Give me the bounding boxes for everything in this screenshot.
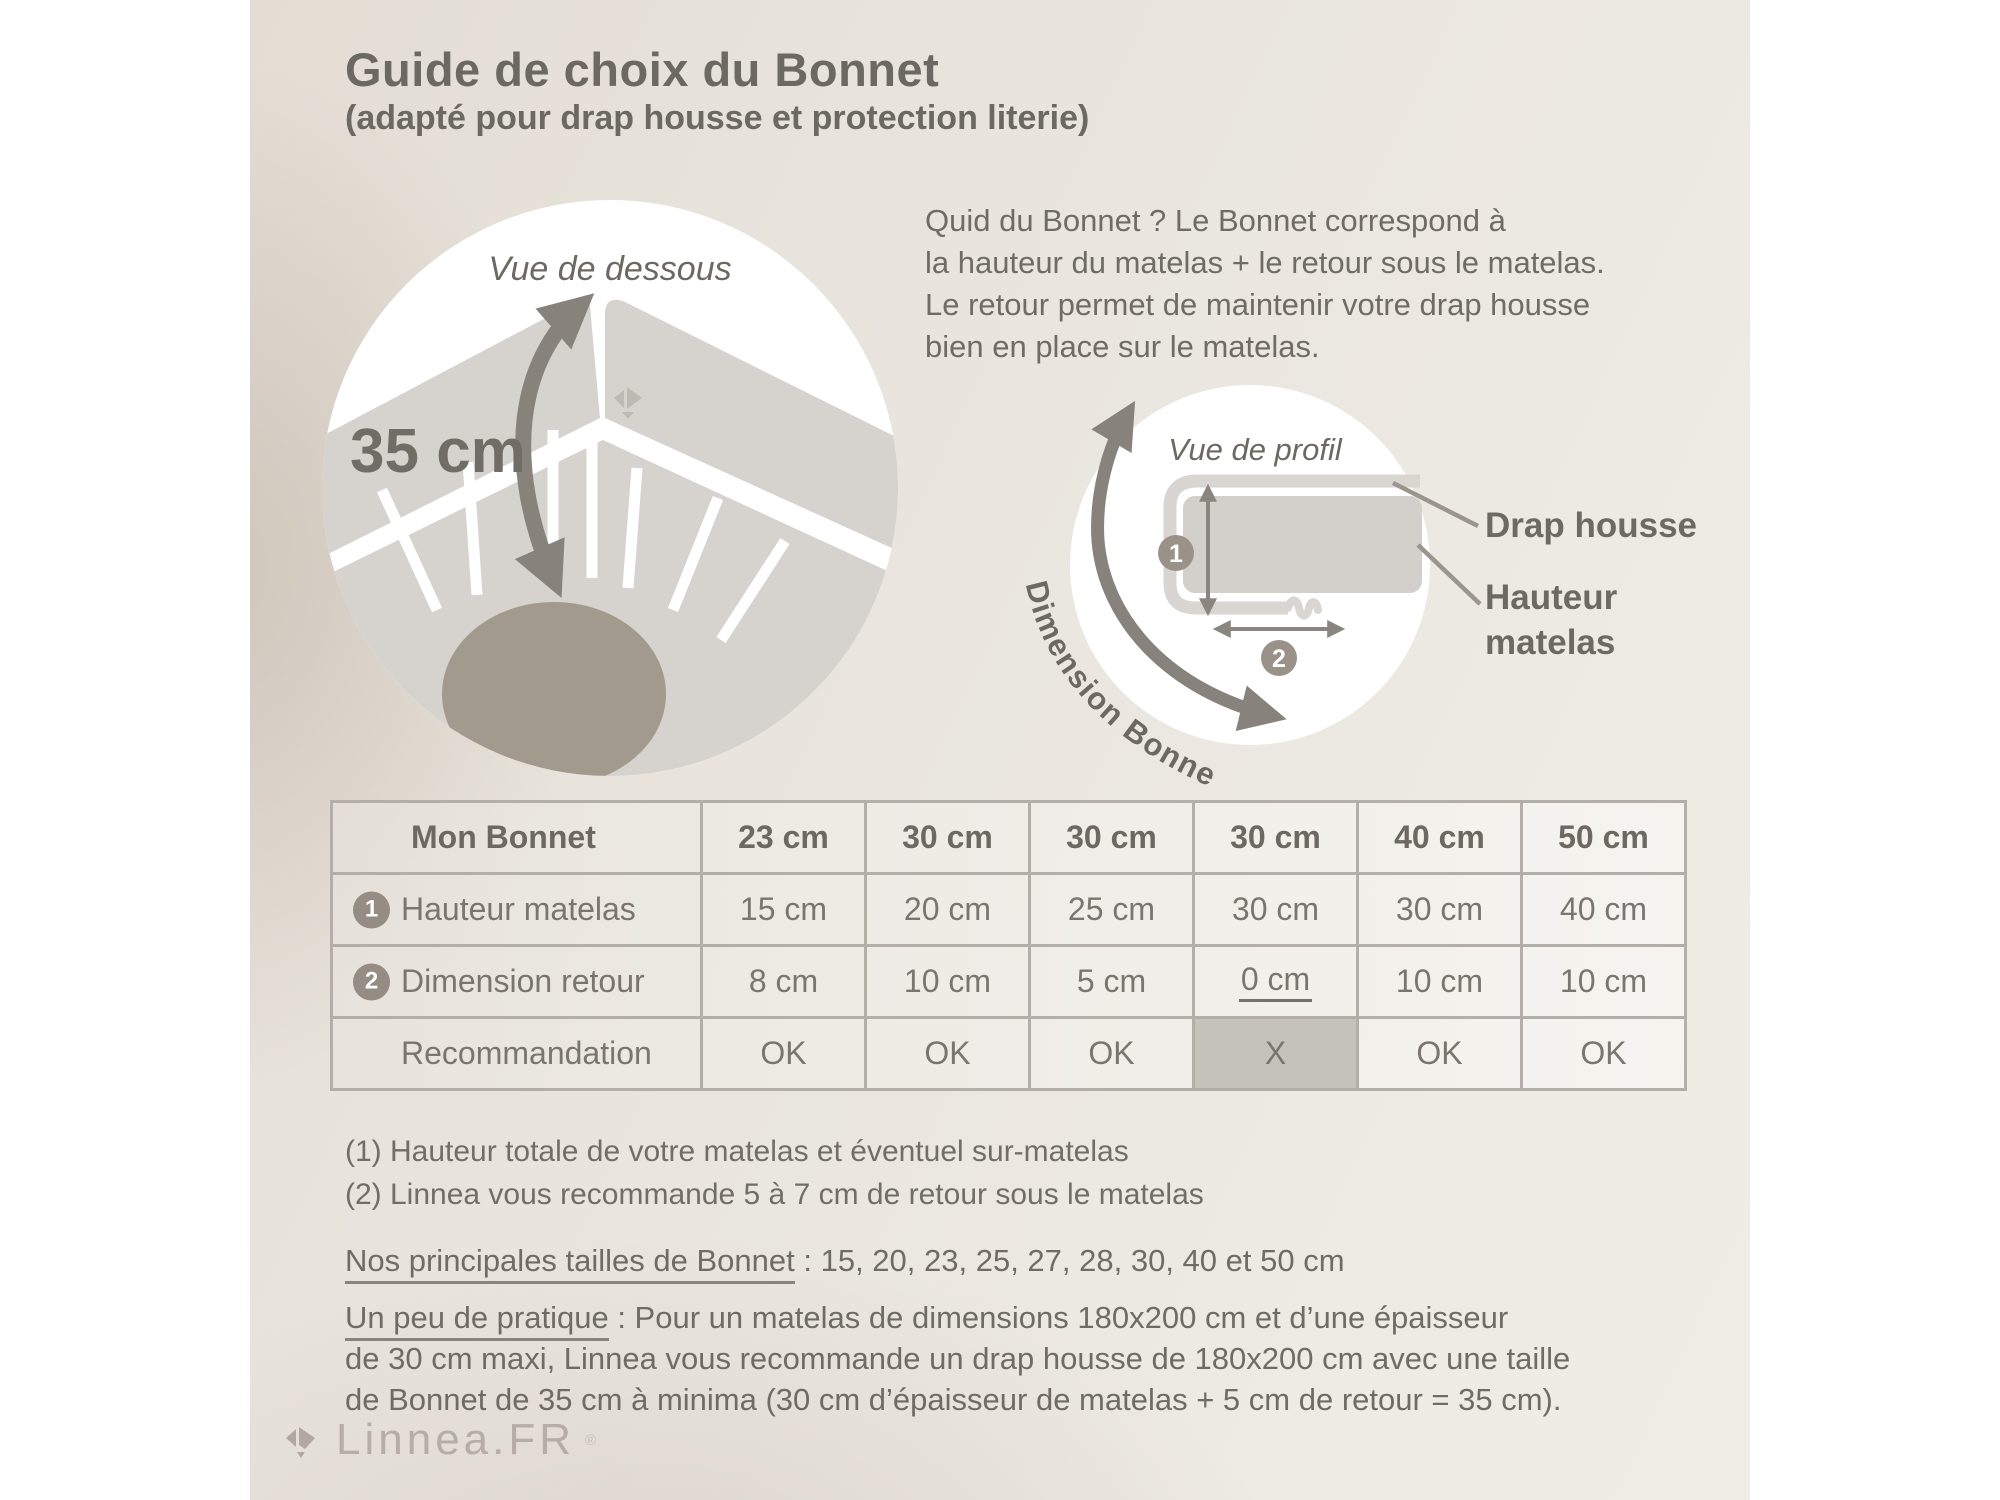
height-badge: [1158, 535, 1194, 571]
table-header-cell: 50 cm: [1523, 803, 1687, 875]
profile-view-caption: Vue de profil: [1168, 432, 1342, 467]
table-cell: 10 cm: [1523, 947, 1687, 1019]
sheet-label: Drap housse: [1485, 506, 1697, 545]
row-badge-1: 1: [353, 891, 390, 928]
intro-line: Quid du Bonnet ? Le Bonnet correspond à: [925, 203, 1506, 238]
table-cell: 8 cm: [703, 947, 867, 1019]
table-header-label: Mon Bonnet: [333, 803, 703, 875]
intro-paragraph: [925, 200, 1605, 368]
table-cell: 40 cm: [1523, 875, 1687, 947]
footnote-2: (2) Linnea vous recommande 5 à 7 cm de retour sous le matelas: [345, 1178, 1204, 1211]
svg-text:1: 1: [1169, 540, 1183, 568]
intro-line: bien en place sur le matelas.: [925, 329, 1320, 364]
bottom-view-caption: Vue de dessous: [488, 250, 732, 288]
sizes-line: Nos principales tailles de Bonnet : 15, 20, 23, 25, 27, 28, 30, 40 et 50 cm: [345, 1243, 1345, 1279]
intro-line: Le retour permet de maintenir votre drap housse: [925, 287, 1591, 322]
brand-logo: [278, 1415, 600, 1465]
mattress-profile: [1183, 496, 1422, 593]
footnotes: [345, 1130, 1204, 1216]
table-cell: 10 cm: [1359, 947, 1523, 1019]
mattress-height-label: Hauteur matelas: [1485, 578, 1618, 662]
table-header-cell: 30 cm: [1195, 803, 1359, 875]
table-cell: OK: [1031, 1019, 1195, 1091]
row-badge-2: 2: [353, 963, 390, 1000]
table-cell: 20 cm: [867, 875, 1031, 947]
registered-mark: ®: [585, 1431, 601, 1449]
table-header-cell: 30 cm: [1031, 803, 1195, 875]
bottom-view-diagram: [322, 200, 898, 776]
dimension-arc-label: Dimension Bonnet: [1018, 357, 1223, 794]
table-cell: 30 cm: [1359, 875, 1523, 947]
page-title: Guide de choix du Bonnet: [345, 43, 940, 96]
table-cell: 15 cm: [703, 875, 867, 947]
table-header-cell: 30 cm: [867, 803, 1031, 875]
table-cell: OK: [1523, 1019, 1687, 1091]
table-cell: OK: [867, 1019, 1031, 1091]
table-cell-rejected: X: [1195, 1019, 1359, 1091]
table-row-label: 2 Dimension retour: [333, 947, 703, 1019]
table-cell: [1195, 947, 1359, 1019]
svg-text:2: 2: [1272, 645, 1286, 673]
page-subtitle: (adapté pour drap housse et protection literie): [345, 99, 1090, 137]
return-badge: [1261, 640, 1297, 676]
practice-paragraph: Un peu de pratique : Pour un matelas de dimensions 180x200 cm et d’une épaisseur de 30 cm maxi, Linnea vous recommande un drap housse de 180x200 cm avec une taille de Bonnet de 35 cm à minima (30 cm d’épaisseur de matelas + 5 cm de retour = 35 cm).: [345, 1300, 1571, 1417]
table-cell: 10 cm: [867, 947, 1031, 1019]
footnote-1: (1) Hauteur totale de votre matelas et éventuel sur-matelas: [345, 1135, 1129, 1168]
content-panel: [250, 0, 1750, 1500]
table-cell: 25 cm: [1031, 875, 1195, 947]
table-cell: OK: [1359, 1019, 1523, 1091]
table-row-label: Recommandation: [333, 1019, 703, 1091]
table-cell: 5 cm: [1031, 947, 1195, 1019]
practice-label: Un peu de pratique: [345, 1300, 609, 1341]
bonnet-measurement: 35 cm: [350, 417, 526, 486]
mattress-bottom-ellipse: [442, 602, 666, 786]
sizes-label: Nos principales tailles de Bonnet: [345, 1243, 795, 1284]
table-cell: OK: [703, 1019, 867, 1091]
table-cell: 30 cm: [1195, 875, 1359, 947]
intro-line: la hauteur du matelas + le retour sous le matelas.: [925, 245, 1605, 280]
profile-view-diagram: [1018, 357, 1430, 794]
brand-name: Linnea.FR: [336, 1415, 576, 1464]
underlined-value: 0 cm: [1239, 961, 1312, 1002]
bonnet-size-table: [330, 800, 1687, 1091]
table-header-cell: 23 cm: [703, 803, 867, 875]
table-row-label: 1 Hauteur matelas: [333, 875, 703, 947]
logo-leaf-icon: [278, 1416, 326, 1464]
table-header-cell: 40 cm: [1359, 803, 1523, 875]
